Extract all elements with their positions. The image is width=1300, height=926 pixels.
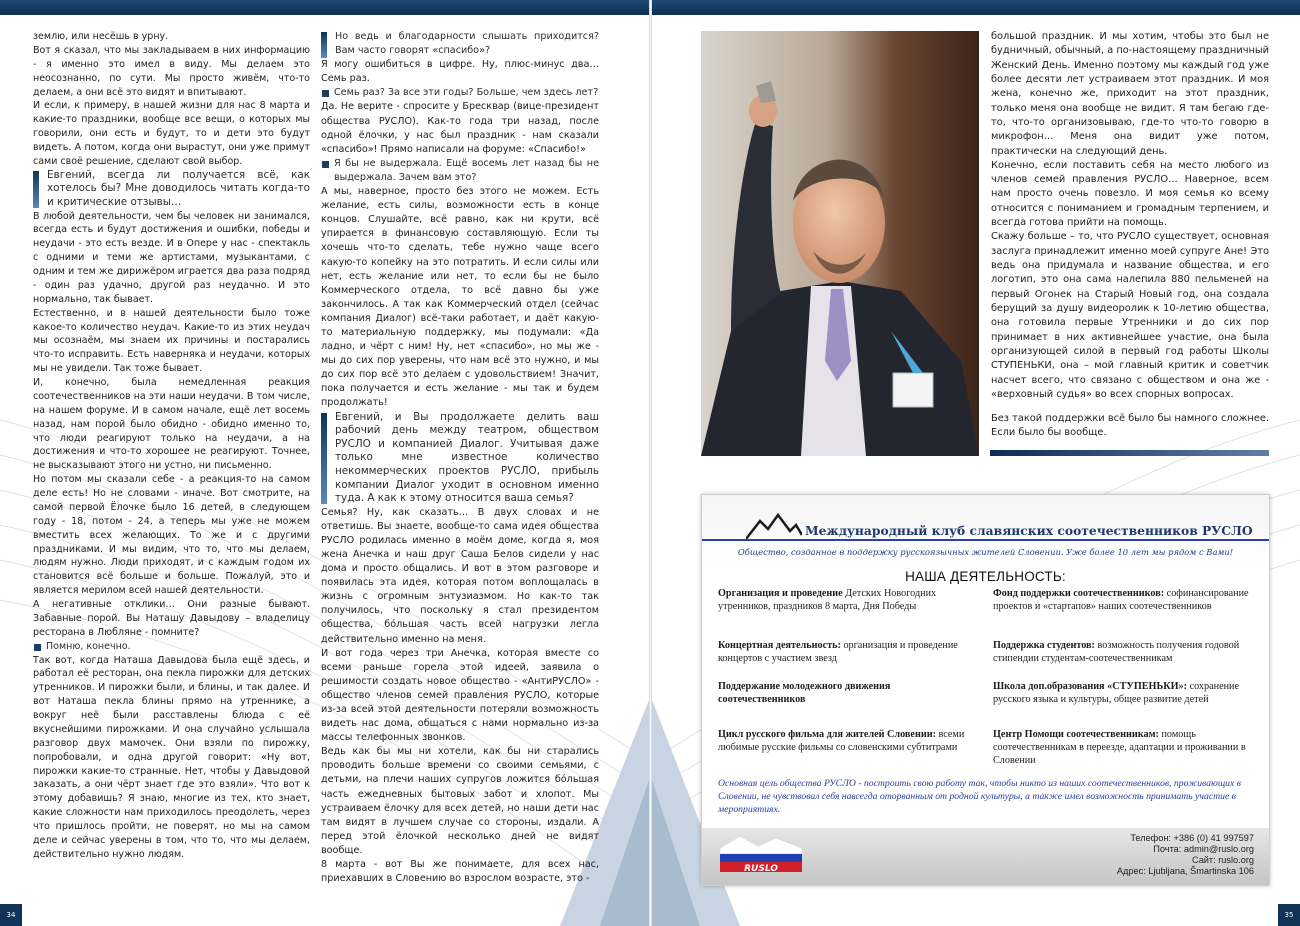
body-paragraph: Без такой поддержки всё было бы намного сложнее. Если было бы вообще. [991,413,1269,439]
page-gutter [649,0,652,926]
tricolor-stripe [702,539,1269,541]
activity-item [718,587,968,613]
interview-question: Евгений, всегда ли получается всё, как хотелось бы? Мне доводилось читать когда-то и критические отзывы… [33,169,310,210]
body-paragraph: большой праздник. И мы хотим, чтобы это был не будничный, обычный, а по-настоящему праздничный Женский День. Именно поэтому мы каждый год уже более десяти лет устраиваем этот праздник. И моя жена, конечно же, приходит на этот праздник, только меня она вообще не видит. Я там бегаю где-то, что-то организовываю, где-то что-то говорю в микрофон… Меня она видит уже потом, практически на следующий день. [991,31,1269,157]
interview-question: Но ведь и благодарности слышать приходится? Вам часто говорят «спасибо»? [321,30,599,58]
ruslo-flag-logo-icon [718,834,804,874]
column-end-rule [990,450,1269,456]
contact-site: Сайт: ruslo.org [1191,855,1254,865]
activity-item [993,680,1255,706]
contact-address: Адрес: Ljubljana, Šmartinska 106 [1116,866,1254,876]
page-number-left: 34 [0,904,22,926]
activity-description: всеми любимые русские фильмы со словенскими субтитрами [718,729,965,753]
page-number-right: 35 [1278,904,1300,926]
activity-item [718,680,968,706]
activity-item [993,587,1255,613]
ad-title: Международный клуб славянских соотечественников РУСЛО [805,523,1253,538]
activity-description: сохранение русского языка и культуры, общее развитие детей [993,681,1240,705]
activity-title: Цикл русского фильма для жителей Словении: [718,729,936,740]
activity-title: Поддержание молодежного движения соотечественников [718,681,891,705]
contact-email: Почта: admin@ruslo.org [1153,844,1254,854]
activity-description: организация и проведение концертов с участием звезд [718,640,958,664]
activity-item [993,728,1255,767]
body-paragraph: Семья? Ну, как сказать… В двух словах и не ответишь. Вы знаете, вообще-то сама идея общества РУСЛО родилась именно в моём доме, когда я, моя жена Анечка и наш друг Саша Белов сидели у нас дома и просто общались. И вот в этом разговоре и появилась эта идея, которая потом воплощалась в жизнь с огромным энтузиазмом. Но как-то так получилось, что поскольку я стал президентом общества, бóльшая часть всей нагрузки легла действительно именно на меня. [321,506,599,645]
body-paragraph: Так вот, когда Наташа Давыдова была ещё здесь, и работал её ресторан, она пекла пирожки для детских утренников. И пирожки были, и блины, и так далее. И вот Наташа пекла блины прямо на утреннике, а вокруг неё были расставлены блюда с её вкуснейшими пирожками. И она случайно услышала разговор двух мамочек. Они взяли по пирожку, попробовали, и одна другой говорит: «Ну вот, пирожки какие-то странные. Нет, чтобы у Давыдовой заказать, а они чёрт знает где это взяли». Что вот к этому добавишь? Я знаю, многие из тех, кто знает, какие сложности нам приходилось преодолеть, через что пришлось пройти, не поверят, но мы на самом деле и сейчас уверены в том, что то, что мы делаем, действительно нужно людям. [33,654,310,860]
body-paragraph: И вот года через три Анечка, которая вместе со всеми раньше горела этой идеей, заявила о решимости создать новое общество - «АнтиРУСЛО» - общество членов семей правления РУСЛО, которые из-за всей этой деятельности потеряли возможность видеть нас дома, общаться с нами нормально из-за массы телефонных звонков. [321,647,599,744]
body-paragraph: А негативные отклики… Они разные бывают. Забавные порой. Вы Наташу Давыдову – владелицу ресторана в Любляне - помните? [33,599,310,638]
left-page-header-bar [0,0,649,15]
body-paragraph: Но потом мы сказали себе - а реакция-то на самом деле есть! Но не словами - иначе. Вот смотрите, на самой первой Ёлочке было 16 детей, в следующем году - 18, потом - 24, а теперь мы уже не можем вместить всех желающих. То же и с другими праздниками. И мы видим, что то, что мы делаем, людям нужно. Люди приходят, и с каждым годом их становится всё больше и больше. Пожалуй, это и является мерилом всей нашей деятельности. [33,474,310,597]
interview-question: Помню, конечно. [33,640,310,654]
activity-item [718,728,968,754]
activity-title: Фонд поддержки соотечественников: [993,588,1165,599]
interview-photo [701,31,979,456]
activity-title: Организация и проведение [718,588,846,599]
activity-item [718,639,968,665]
contact-info [1117,833,1254,877]
activity-description: помощь соотечественникам в переезде, адаптации и проживании в Словении [993,729,1246,766]
ad-subtitle: Общество, созданное в поддержку русскоязычных жителей Словении. Уже более 10 лет мы рядом с Вами! [737,547,1234,557]
mountain-logo-icon [746,513,802,541]
body-paragraph: землю, или несёшь в урну. [33,31,169,42]
ad-footer [702,828,1269,885]
activity-title: Концертная деятельность: [718,640,841,651]
body-paragraph: В любой деятельности, чем бы человек ни занимался, всегда есть и будут достижения и ошибки, победы и неудачи - это есть везде. И в Опере у нас - спектакль с одними и теми же артистами, музыкантами, с одним и тем же дирижёром играется два раза подряд - один раз удачно, другой раз неудачно. И это нормально, так бывает. [33,210,310,305]
activity-title: Центр Помощи соотечественникам: [993,729,1159,740]
logo-wordmark: RUSLO [744,864,778,874]
ad-goal-text: Основная цель общества РУСЛО - построить свою работу так, чтобы никто из наших соотечественников, проживающих в Словении, не чувствовал себя навсегда оторванным от родной культуры, а также имел возможность принимать участие в мероприятиях. [718,778,1241,815]
body-paragraph: 8 марта - вот Вы же понимаете, для всех нас, приехавших в Словению во взрослом возрасте, это - [321,859,599,885]
interview-question: Я бы не выдержала. Ещё восемь лет назад бы не выдержала. Зачем вам это? [321,157,599,185]
activity-title: Школа доп.образования «СТУПЕНЬКИ»: [993,681,1188,692]
body-paragraph: Я могу ошибиться в цифре. Ну, плюс-минус два… Семь раз. [321,59,599,85]
body-paragraph: Да. Не верите - спросите у Бресквар (вице-президент общества РУСЛО). Как-то года три назад, после одной ёлочки, у нас был праздник - нам сказали «спасибо»! Прямо написали на форуме: «Спасибо!» [321,101,599,155]
left-page-column-2 [321,30,599,886]
left-page-column-1 [33,30,310,862]
activities-heading: НАША ДЕЯТЕЛЬНОСТЬ: [905,569,1066,584]
body-paragraph: Естественно, и в нашей деятельности было тоже какое-то количество неудач. Какие-то из этих неудач мы осознаём, мы знаем их причины и постарались что-то исправить. Есть наверняка и неудачи, которых мы не увидели. Так тоже бывает. [33,307,310,375]
activity-description: софинансирование проектов и «стартапов» наших соотечественников [993,588,1249,612]
interview-question: Семь раз? За все эти годы? Больше, чем здесь лет? [321,86,599,100]
ad-header [702,495,1269,565]
body-paragraph: А мы, наверное, просто без этого не можем. Есть желание, есть силы, возможности есть в конце концов. Слушайте, всё равно, как ни крути, всё упирается в финансовую составляющую. Если ты хочешь что-то сделать, тебе нужно чаще всего какую-то копейку на это потратить. И если силы или нет, есть желание или нет, то если бы не было Коммерческого отдела, то всё давно бы уже закончилось. А так как Коммерческий отдел (сейчас компания Диалог) всё-таки работает, и даёт какую-то материальную поддержку, мы подумали: «Да ладно, и чёрт с ним! Ну, нет «спасибо», но мы же - мы до сих пор уверены, что нам всё это нужно, и мы до сих пор всё это делаем с удовольствием! Значит, пока получается и есть желание - мы так и будем продолжать! [321,186,599,409]
activity-title: Поддержка студентов: [993,640,1095,651]
interview-question: Евгений, и Вы продолжаете делить ваш рабочий день между театром, обществом РУСЛО и компанией Диалог. Учитывая даже только мне известное количество некоммерческих проектов РУСЛО, прибыль компании Диалог уходит в основном именно туда. А как к этому относится ваша семья? [321,411,599,506]
ruslo-advertisement [701,494,1270,886]
contact-phone: Телефон: +386 (0) 41 997597 [1130,833,1254,843]
body-paragraph: И если, к примеру, в нашей жизни для нас 8 марта и какие-то праздники, вообще все вещи, о которых мы говорили, они есть и будут, то и дети это будут видеть. А потом, когда они вырастут, они уже примут сами своё решение, сделают свой выбор. [33,100,310,167]
activity-description: возможность получения годовой стипендии студентам-соотечественникам [993,640,1240,664]
body-paragraph: Скажу больше – то, что РУСЛО существует, основная заслуга принадлежит именно моей супруге Ане! Это ведь она придумала и название общества, и его логотип, это она сама налепила 880 пельменей на первый Огонек на Старый Новый год, она создала берущий за душу видеоролик к 10-летию общества, она готовила первые Утренники и до сих пор принимает в них активнейшее участие, она была организующей силой в первый год работы Школы СТУПЕНЬКИ, она – мой главный критик и советчик насчет всего, что связано с обществом и она же - «верховный судья» во всех спорных вопросах. [991,231,1269,400]
activity-description: Детских Новогодних утренников, праздников 8 марта, Дня Победы [718,588,937,612]
body-paragraph: Конечно, если поставить себя на место любого из членов семей правления РУСЛО… Наверное, всем нам просто очень повезло. И моя семья ко всему относится с пониманием и громадным терпением, и всегда готова прийти на помощь. [991,159,1269,229]
body-paragraph: Вот я сказал, что мы закладываем в них информацию - я именно это имел в виду. Мы делаем это неосознанно, по сути. Мы просто живём, что-то делаем, а они всё это видят и впитывают. [33,44,310,98]
body-paragraph: Ведь как бы мы ни хотели, как бы ни старались проводить больше времени со своими семьями, с детьми, на плечи наших супругов ложится бóльшая часть ежедневных бытовых забот и хлопот. Мы устраиваем ёлочку для всех детей, но наши дети нас там видят в лучшем случае со стороны, издали. А перед этой ёлочкой несколько дней не видят вообще. [321,746,599,856]
activity-item [993,639,1255,665]
body-paragraph: И, конечно, была немедленная реакция соотечественников на эти наши неудачи. В том числе, на нашем форуме. И в самом начале, ещё лет восемь назад, нам порой было обидно - обидно именно то, что люди реагируют только на неудачи, а на достижения и что-то хорошее не реагируют. Точнее, не высказывают этого ни устно, ни письменно. [33,377,310,472]
right-page-column [991,30,1269,441]
right-page-header-bar [652,0,1300,15]
